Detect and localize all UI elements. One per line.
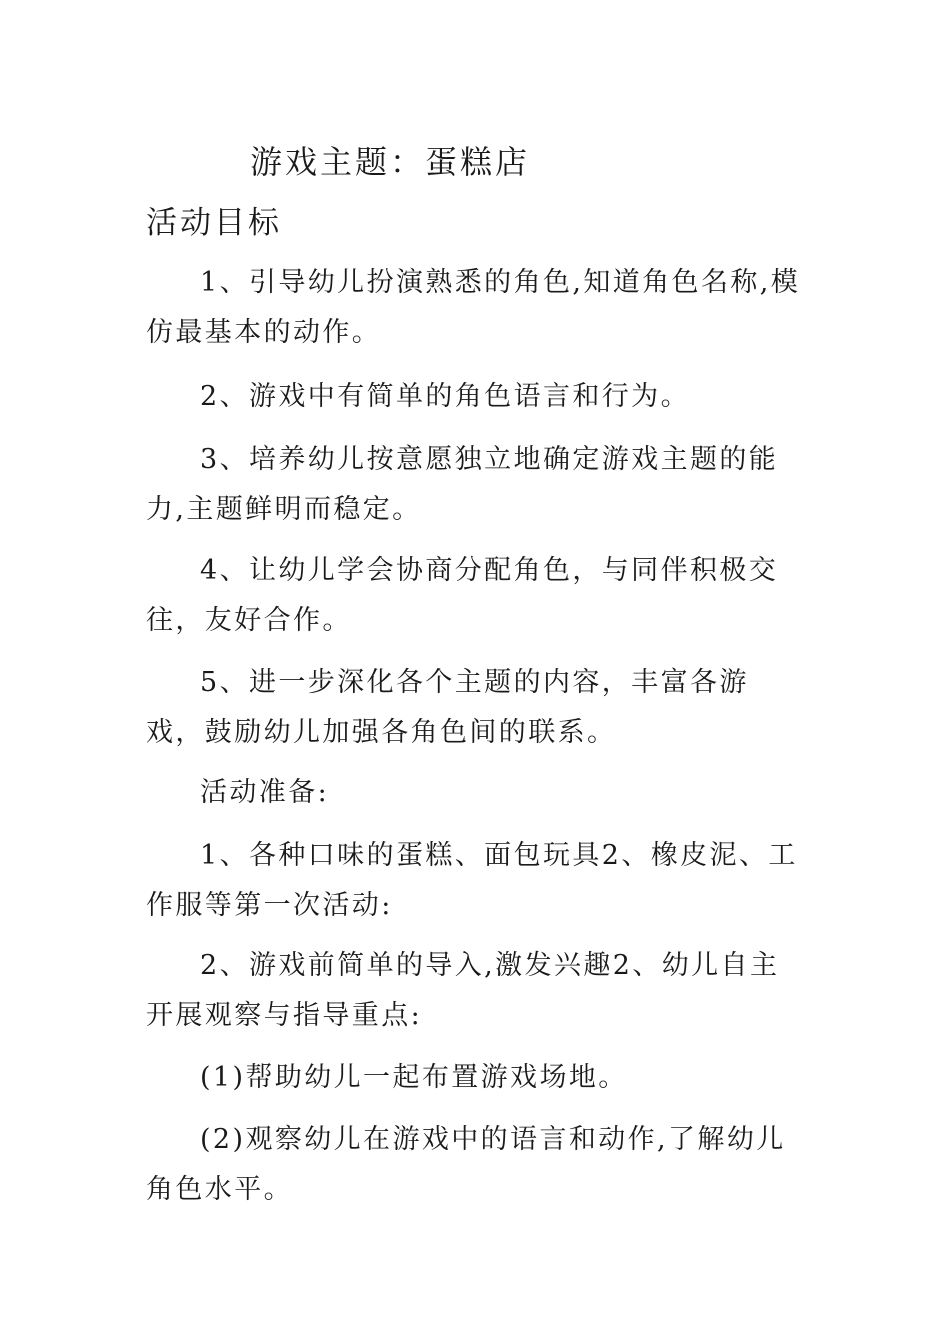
paragraph-goal-4: 4、让幼儿学会协商分配角色，与同伴积极交往，友好合作。 [146, 555, 779, 636]
document-title: 游戏主题：蛋糕店 [250, 143, 531, 181]
paragraph-preparation-2: 2、游戏前简单的导入,激发兴趣2、幼儿自主开展观察与指导重点: [146, 950, 780, 1031]
paragraph-preparation-heading: 活动准备: [200, 777, 330, 808]
paragraph-goal-2: 2、游戏中有简单的角色语言和行为。 [200, 381, 690, 412]
paragraph-goal-1: 1、引导幼儿扮演熟悉的角色,知道角色名称,模仿最基本的动作。 [146, 267, 801, 348]
paragraph-preparation-1: 1、各种口味的蛋糕、面包玩具2、橡皮泥、工作服等第一次活动: [146, 840, 798, 921]
section-heading-goals: 活动目标 [146, 205, 282, 241]
paragraph-focus-2: (2)观察幼儿在游戏中的语言和动作,了解幼儿角色水平。 [146, 1124, 786, 1205]
paragraph-focus-1: (1)帮助幼儿一起布置游戏场地。 [200, 1062, 628, 1093]
paragraph-goal-5: 5、进一步深化各个主题的内容，丰富各游戏，鼓励幼儿加强各角色间的联系。 [146, 667, 749, 748]
paragraph-goal-3: 3、培养幼儿按意愿独立地确定游戏主题的能力,主题鲜明而稳定。 [146, 444, 779, 525]
